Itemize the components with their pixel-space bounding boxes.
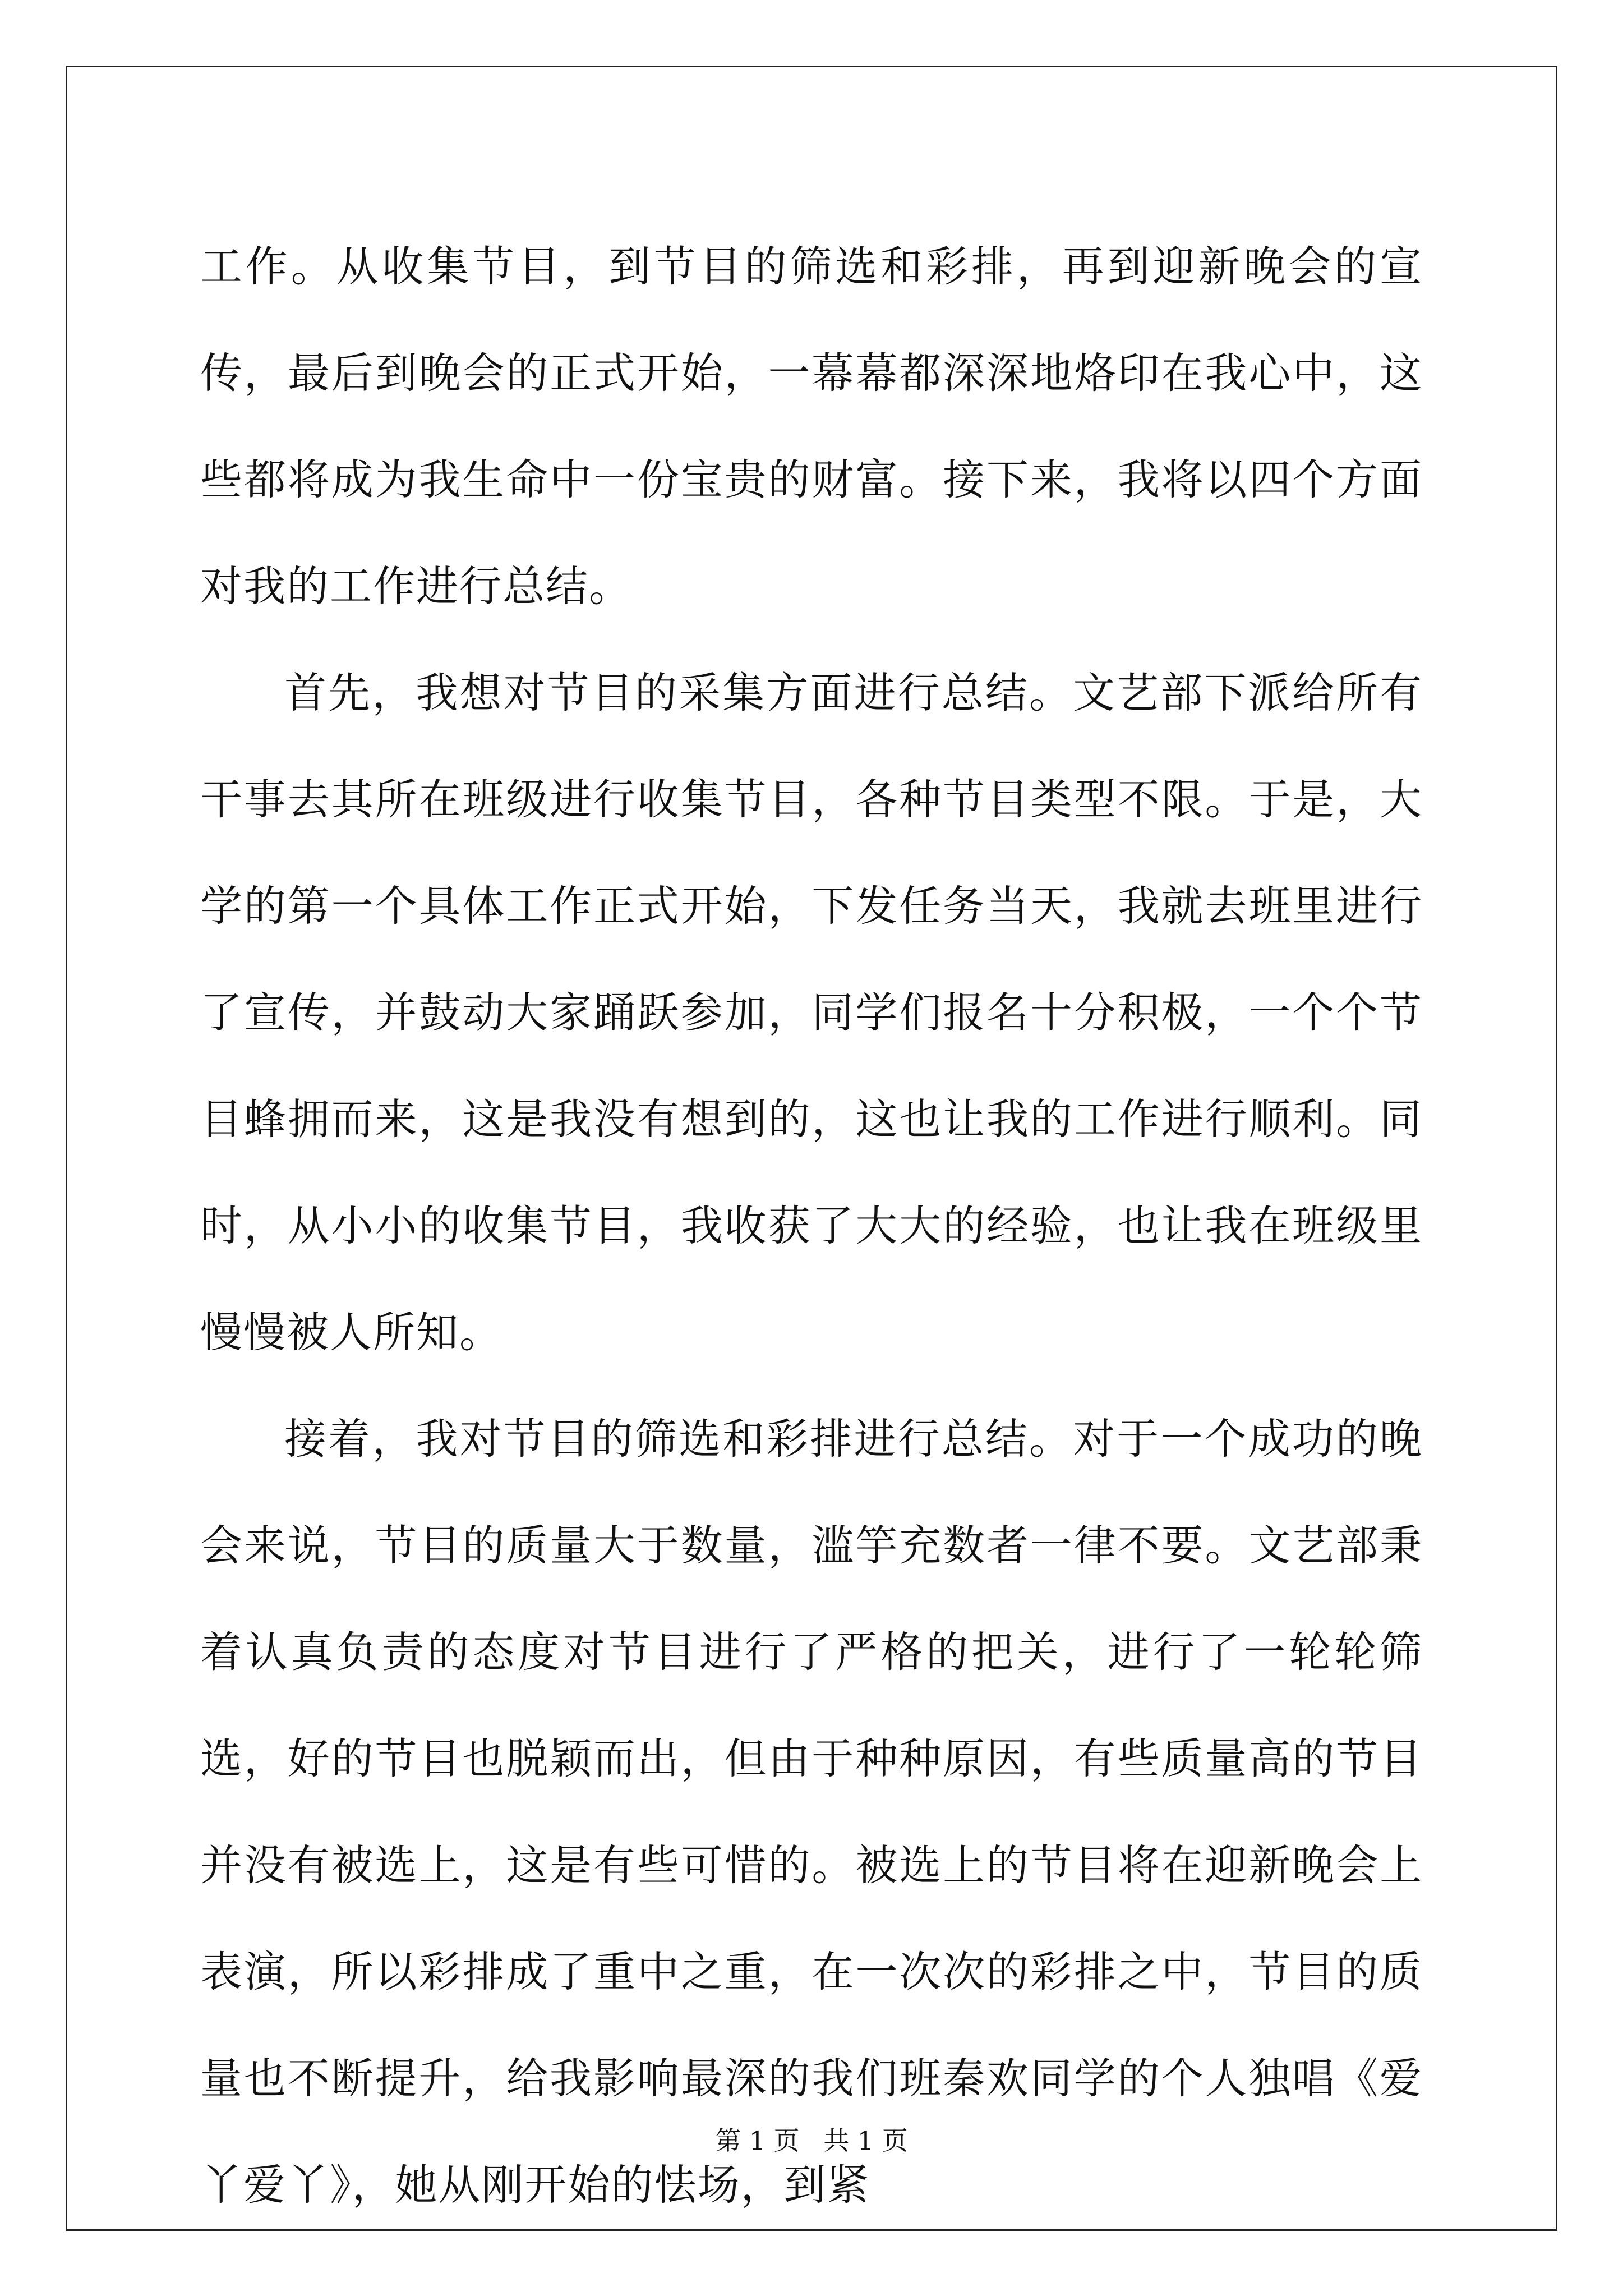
page-number: 第 1 页 — [715, 2125, 800, 2156]
paragraph-1: 工作。从收集节目，到节目的筛选和彩排，再到迎新晚会的宣传，最后到晚会的正式开始，一幕幕都深深地烙印在我心中，这些都将成为我生命中一份宝贵的财富。接下来，我将以四个方面对我的工作进行总结。 — [200, 242, 1423, 611]
document-body — [200, 213, 1423, 2238]
page-footer — [0, 2120, 1623, 2157]
paragraph-3: 接着，我对节目的筛选和彩排进行总结。对于一个成功的晚会来说，节目的质量大于数量，滥竽充数者一律不要。文艺部秉着认真负责的态度对节目进行了严格的把关，进行了一轮轮筛选，好的节目也脱颖而出，但由于种种原因，有些质量高的节目并没有被选上，这是有些可惜的。被选上的节目将在迎新晚会上表演，所以彩排成了重中之重，在一次次的彩排之中，节目的质量也不断提升，给我影响最深的我们班秦欢同学的个人独唱《爱丫爱丫》，她从刚开始的怯场，到紧 — [200, 1414, 1423, 2210]
paragraph-2: 首先，我想对节目的采集方面进行总结。文艺部下派给所有干事去其所在班级进行收集节目，各种节目类型不限。于是，大学的第一个具体工作正式开始，下发任务当天，我就去班里进行了宣传，并鼓动大家踊跃参加，同学们报名十分积极，一个个节目蜂拥而来，这是我没有想到的，这也让我的工作进行顺利。同时，从小小的收集节目，我收获了大大的经验，也让我在班级里慢慢被人所知。 — [200, 668, 1423, 1357]
page-total: 共 1 页 — [823, 2125, 908, 2156]
